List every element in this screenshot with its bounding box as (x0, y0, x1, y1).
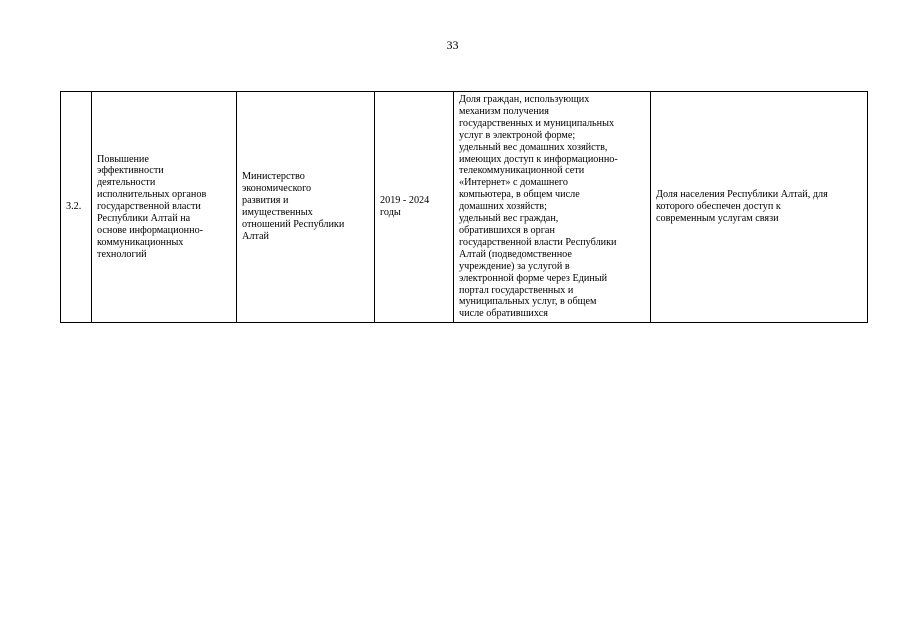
indicator-line: обратившихся в орган (459, 224, 555, 236)
page-number: 33 (446, 38, 459, 52)
measure-line: Республики Алтай на (97, 213, 191, 225)
indicator-line: Алтай (подведомственное (459, 248, 572, 260)
period-cell (375, 92, 454, 323)
row-number-cell (61, 92, 92, 323)
executor-line: имущественных (242, 207, 313, 219)
indicator-line: электронной форме через Единый (459, 272, 608, 284)
measure-line: технологий (97, 248, 147, 260)
program-table (60, 91, 868, 323)
indicator-line: удельный вес граждан, (459, 213, 559, 225)
result-line: которого обеспечен доступ к (656, 201, 781, 213)
indicator-line: портал государственных и (459, 284, 574, 296)
executor-line: Министерство (242, 171, 305, 183)
period-line: годы (380, 207, 401, 219)
executor-line: экономического (242, 183, 312, 195)
indicator-line: учреждение) за услугой в (459, 260, 570, 272)
result-cell (651, 92, 868, 323)
indicator-line: «Интернет» с домашнего (459, 177, 568, 189)
measure-line: исполнительных органов (97, 189, 207, 201)
indicator-line: муниципальных услуг, в общем (459, 296, 597, 308)
executor-line: развития и (242, 195, 289, 207)
executor-cell (237, 92, 375, 323)
indicator-line: государственной власти Республики (459, 236, 617, 248)
indicator-line: удельный вес домашних хозяйств, (459, 141, 608, 153)
measure-line: коммуникационных (97, 236, 184, 248)
indicators-cell (454, 92, 651, 323)
indicator-line: государственных и муниципальных (459, 117, 615, 129)
executor-line: отношений Республики (242, 219, 345, 231)
indicator-line: услуг в электроной форме; (459, 129, 576, 141)
indicator-line: компьютера, в общем числе (459, 189, 580, 201)
measure-line: Повышение (97, 153, 149, 165)
indicator-line: домашних хозяйств; (459, 201, 547, 213)
measure-line: деятельности (97, 177, 156, 189)
indicator-line: механизм получения (459, 105, 549, 117)
result-line: Доля населения Республики Алтай, для (656, 189, 828, 201)
measure-line: государственной власти (97, 201, 201, 213)
executor-line: Алтай (242, 230, 269, 242)
period-line: 2019 - 2024 (380, 195, 430, 207)
table-row (61, 92, 868, 323)
indicator-line: числе обратившихся (459, 308, 548, 320)
row-number: 3.2. (66, 201, 82, 213)
indicator-line: телекоммуникационной сети (459, 165, 585, 177)
indicator-line: Доля граждан, использующих (459, 94, 590, 105)
measure-line: эффективности (97, 165, 164, 177)
indicator-line: имеющих доступ к информационно- (459, 153, 618, 165)
result-line: современным услугам связи (656, 213, 779, 225)
measure-line: основе информационно- (97, 224, 204, 236)
measure-cell (92, 92, 237, 323)
